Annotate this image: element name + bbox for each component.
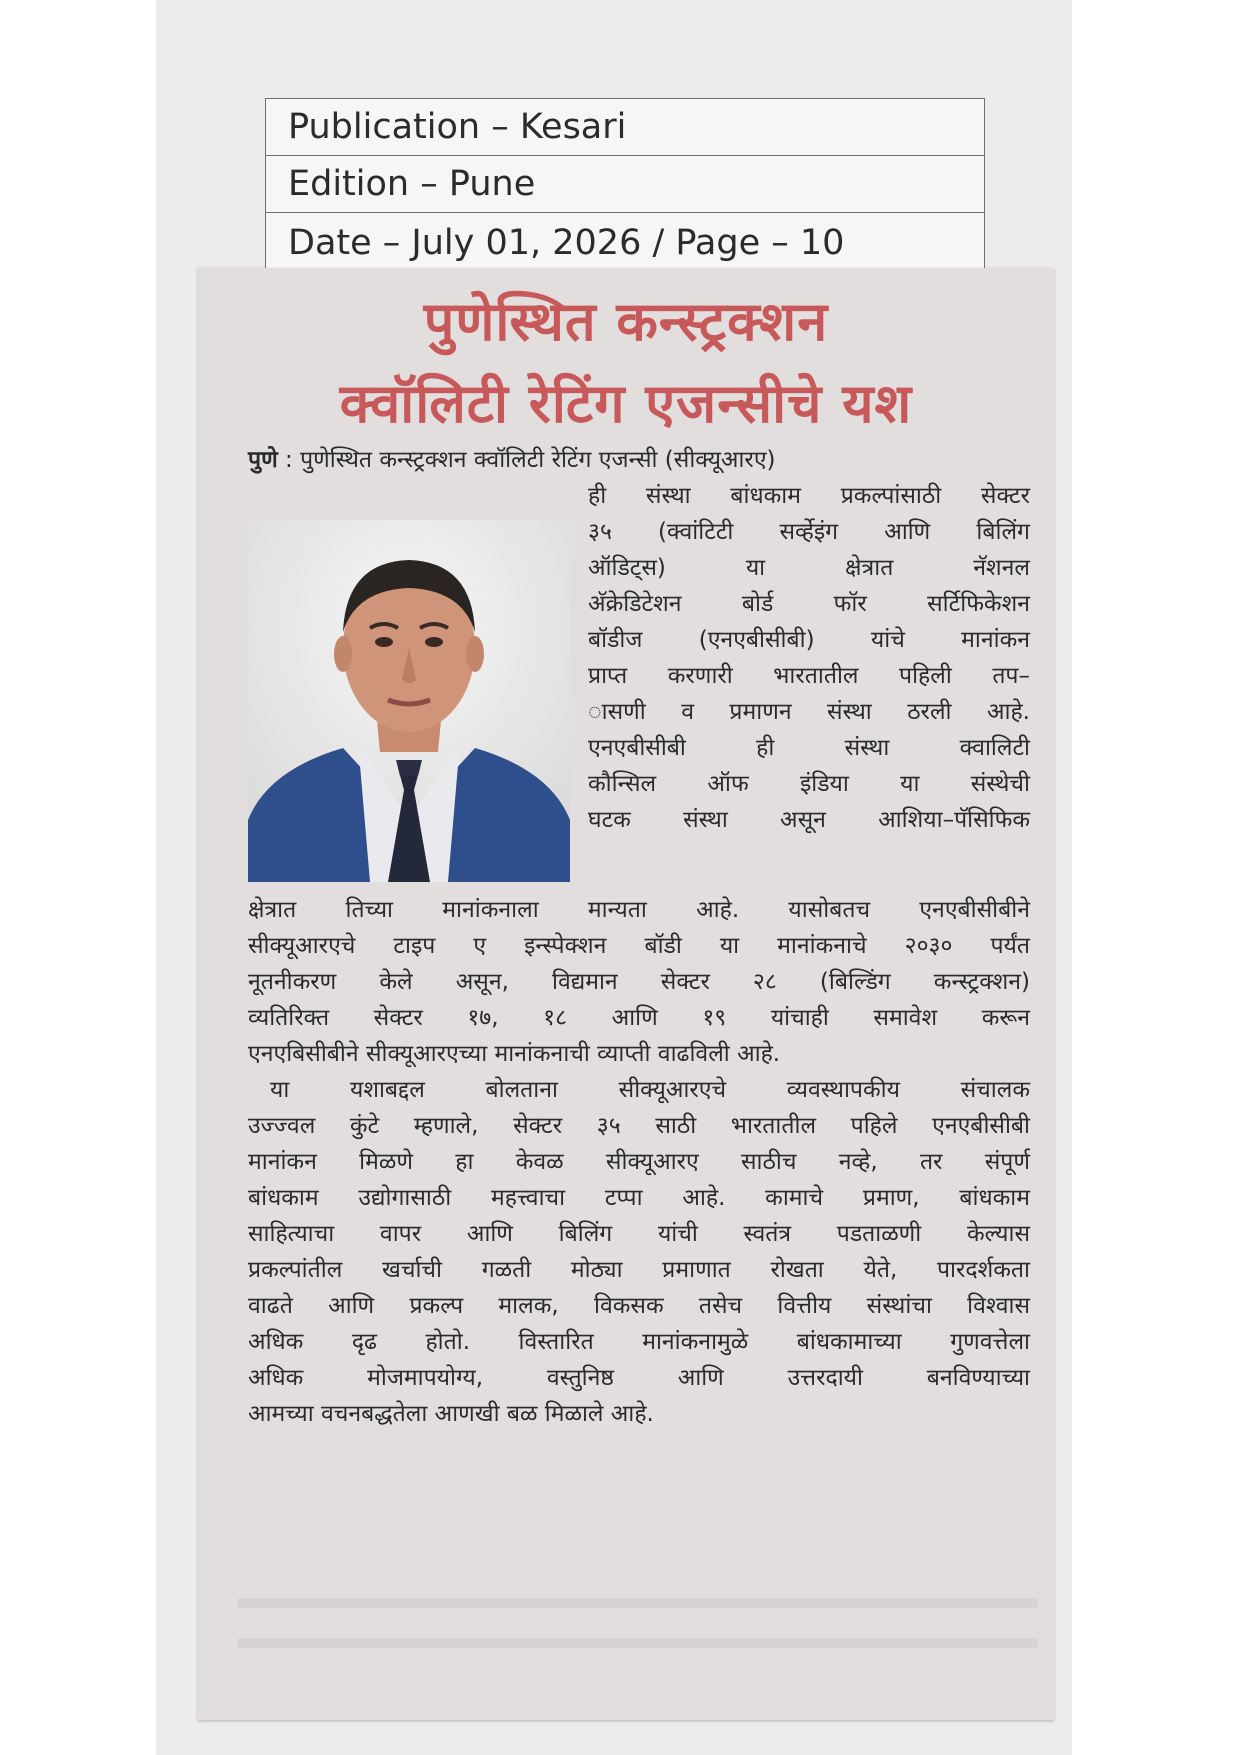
- text-line: उज्ज्वल कुंटे म्हणाले, सेक्टर ३५ साठी भारतातील पहिले एनएबीसीबी: [248, 1113, 1030, 1139]
- first-line-text: : पुणेस्थित कन्स्ट्रक्शन क्वॉलिटी रेटिंग एजन्सी (सीक्यूआरए): [285, 447, 776, 473]
- right-column-line: बॉडीज (एनएबीसीबी) यांचे मानांकन: [588, 627, 1030, 653]
- right-column-line: प्राप्त करणारी भारतातील पहिली तप–: [588, 663, 1030, 689]
- text-line: मानांकन मिळणे हा केवळ सीक्यूआरए साठीच नव्हे, तर संपूर्ण: [248, 1149, 1030, 1175]
- right-column-line: घटक संस्था असून आशिया–पॅसिफिक: [588, 807, 1030, 833]
- text-line: व्यतिरिक्त सेक्टर १७, १८ आणि १९ यांचाही समावेश करून: [248, 1005, 1030, 1031]
- text-line: प्रकल्पांतील खर्चाची गळती मोठ्या प्रमाणात रोखता येते, पारदर्शकता: [248, 1257, 1030, 1283]
- text-line: या यशाबद्दल बोलताना सीक्यूआरएचे व्यवस्थापकीय संचालक: [270, 1077, 1030, 1103]
- text-line: साहित्याचा वापर आणि बिलिंग यांची स्वतंत्र पडताळणी केल्यास: [248, 1221, 1030, 1247]
- dateline: पुणे: [248, 447, 278, 473]
- text-line: नूतनीकरण केले असून, विद्यमान सेक्टर २८ (बिल्डिंग कन्स्ट्रक्शन): [248, 969, 1030, 995]
- right-column: [588, 442, 1030, 838]
- headline-line-2: क्वॉलिटी रेटिंग एजन्सीचे यश: [339, 372, 913, 435]
- text-line: आमच्या वचनबद्धतेला आणखी बळ मिळाले आहे.: [248, 1401, 654, 1427]
- text-line: क्षेत्रात तिच्या मानांकनाला मान्यता आहे. यासोबतच एनएबीसीबीने: [248, 897, 1030, 923]
- edition-row: Edition – Pune: [266, 156, 984, 213]
- right-column-line: ासणी व प्रमाणन संस्था ठरली आहे.: [588, 699, 1030, 725]
- right-column-line: कौन्सिल ऑफ इंडिया या संस्थेची: [588, 771, 1030, 797]
- publication-row: Publication – Kesari: [266, 99, 984, 156]
- full-width-text: [248, 892, 1030, 1432]
- right-column-line: ३५ (क्वांटिटी सर्व्हेइंग आणि बिलिंग: [588, 519, 1030, 545]
- text-line: अधिक मोजमापयोग्य, वस्तुनिष्ठ आणि उत्तरदायी बनविण्याच्या: [248, 1365, 1030, 1391]
- text-line: अधिक दृढ होतो. विस्तारित मानांकनामुळे बांधकामाच्या गुणवत्तेला: [248, 1329, 1030, 1355]
- right-column-line: एनएबीसीबी ही संस्था क्वालिटी: [588, 735, 1030, 761]
- portrait-photo: [248, 520, 570, 882]
- right-column-line: ही संस्था बांधकाम प्रकल्पांसाठी सेक्टर: [588, 483, 1030, 509]
- publication-info-table: [265, 98, 985, 274]
- text-line: वाढते आणि प्रकल्प मालक, विकसक तसेच वित्तीय संस्थांचा विश्वास: [248, 1293, 1030, 1319]
- right-column-line: ऑडिट्स) या क्षेत्रात नॅशनल: [588, 555, 1030, 581]
- text-line: बांधकाम उद्योगासाठी महत्त्वाचा टप्पा आहे. कामाचे प्रमाण, बांधकाम: [248, 1185, 1030, 1211]
- headline-line-1: पुणेस्थित कन्स्ट्रक्शन: [423, 290, 829, 353]
- text-line: सीक्यूआरएचे टाइप ए इन्स्पेक्शन बॉडी या मानांकनाचे २०३० पर्यंत: [248, 933, 1030, 959]
- text-line: एनएबिसीबीने सीक्यूआरएच्या मानांकनाची व्याप्ती वाढविली आहे.: [248, 1041, 781, 1067]
- newspaper-clipping: [198, 268, 1054, 1720]
- right-column-line: अ‍ॅक्रेडिटेशन बोर्ड फॉर सर्टिफिकेशन: [588, 591, 1030, 617]
- date-page-row: Date – July 01, 2026 / Page – 10: [288, 223, 845, 263]
